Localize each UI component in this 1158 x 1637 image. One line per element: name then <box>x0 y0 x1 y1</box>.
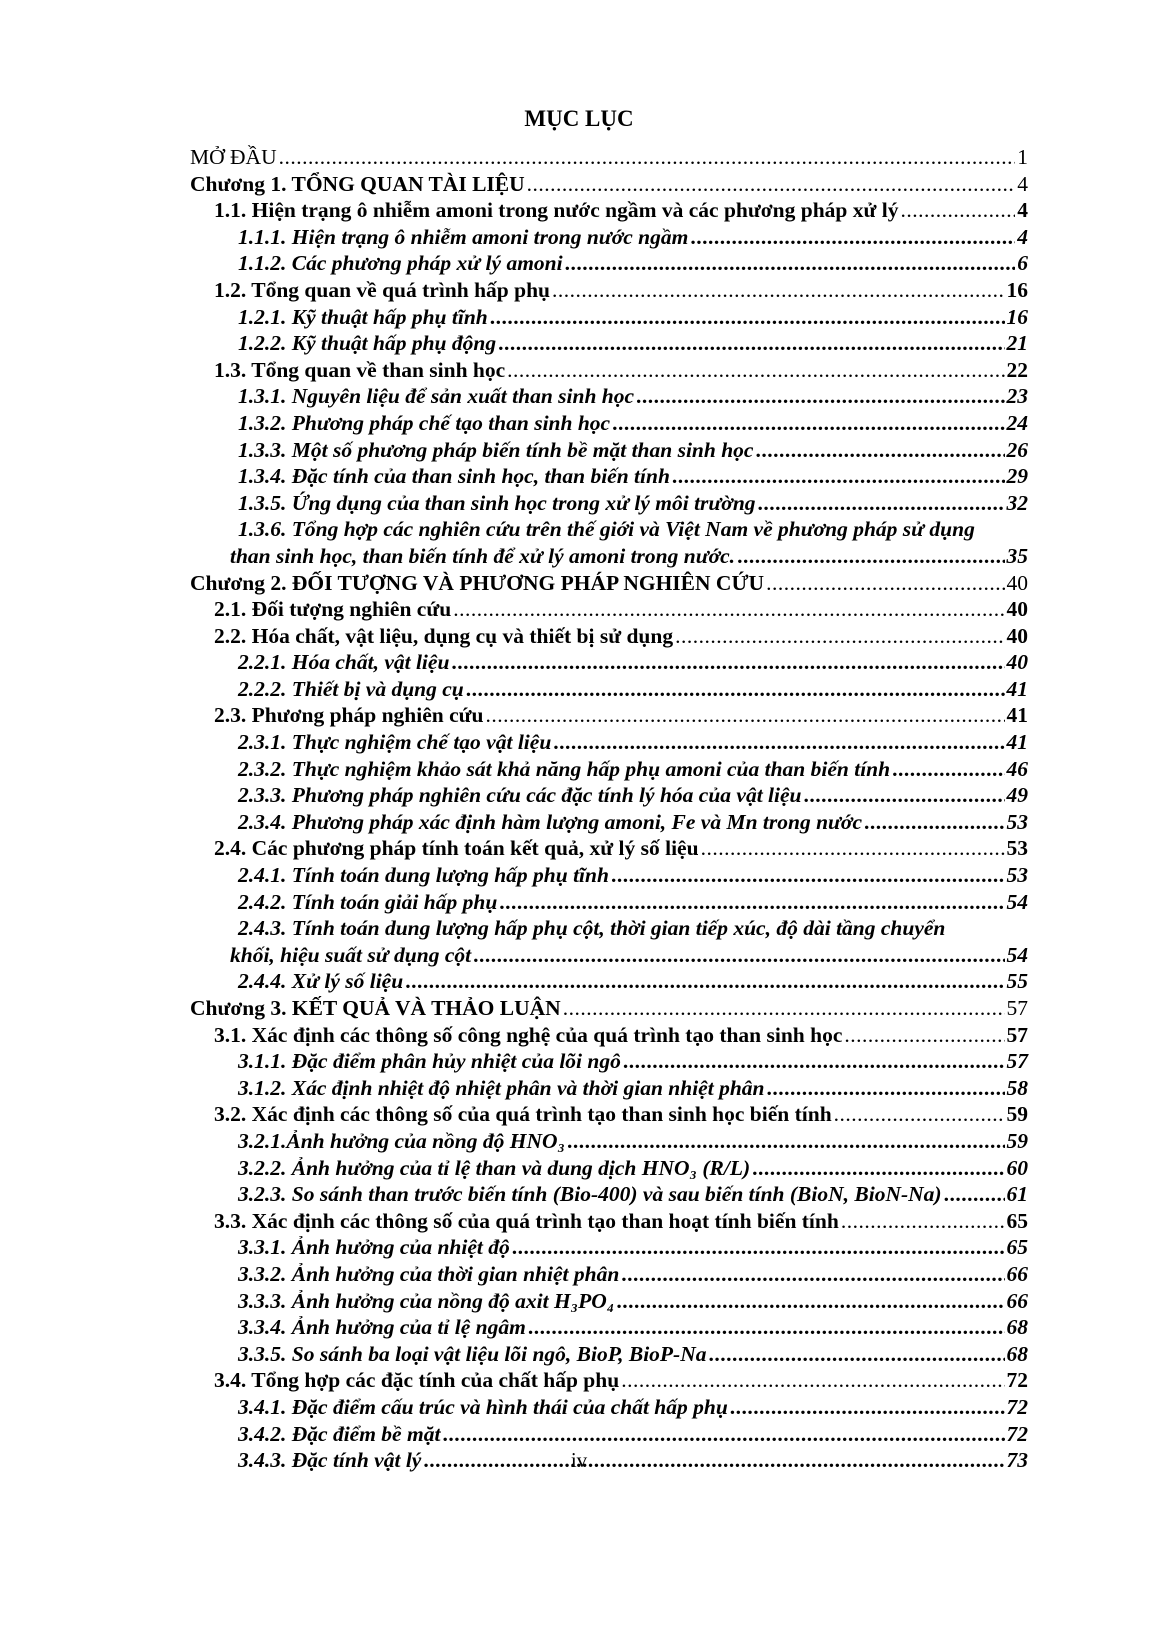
leader-dots <box>766 1075 1004 1102</box>
toc-chapter-entry[interactable] <box>190 995 1028 1022</box>
leader-dots <box>901 197 1016 224</box>
toc-entry-title: 3.3.4. Ảnh hưởng của tỉ lệ ngâm <box>238 1315 526 1340</box>
leader-dots <box>623 1048 1005 1075</box>
toc-page-number: 53 <box>1006 836 1028 861</box>
toc-entry-title: 2.1. Đối tượng nghiên cứu <box>214 597 452 622</box>
leader-dots <box>442 1421 1004 1448</box>
leader-dots <box>804 782 1005 809</box>
toc-entry-title: 3.1.1. Đặc điểm phân hủy nhiệt của lõi ngô <box>238 1049 621 1074</box>
toc-subsection-entry[interactable] <box>190 756 1028 783</box>
leader-dots <box>621 1261 1004 1288</box>
toc-entry-title: 1.3. Tổng quan về than sinh học <box>214 357 506 382</box>
leader-dots <box>528 1314 1005 1341</box>
toc-subsection-entry[interactable] <box>190 1048 1028 1075</box>
leader-dots <box>490 304 1005 331</box>
leader-dots <box>844 1022 1004 1049</box>
leader-dots <box>636 383 1004 410</box>
toc-section-entry[interactable] <box>190 702 1028 729</box>
toc-entry-title: 3.3.3. Ảnh hưởng của nồng độ axit H₃PO₄ <box>238 1288 615 1313</box>
toc-subsection-entry[interactable] <box>190 516 1028 569</box>
toc-page-number: 21 <box>1006 331 1028 356</box>
toc-entry-title: 3.2. Xác định các thông số của quá trình tạo than sinh học biến tính <box>214 1102 832 1127</box>
leader-dots <box>486 702 1005 729</box>
toc-page-number: 40 <box>1006 570 1028 595</box>
toc-entry-title: 3.4.1. Đặc điểm cấu trúc và hình thái của chất hấp phụ <box>238 1394 728 1419</box>
page-number-footer: iv <box>570 1448 588 1472</box>
toc-page-number: 53 <box>1006 863 1028 888</box>
toc-subsection-entry[interactable] <box>190 224 1028 251</box>
toc-entry-title: 2.3.2. Thực nghiệm khảo sát khả năng hấp phụ amoni của than biến tính <box>238 756 891 781</box>
toc-subsection-entry[interactable] <box>190 1341 1028 1368</box>
toc-subsection-entry[interactable] <box>190 1421 1028 1448</box>
toc-section-entry[interactable] <box>190 197 1028 224</box>
toc-subsection-entry[interactable] <box>190 304 1028 331</box>
toc-subsection-entry[interactable] <box>190 1181 1028 1208</box>
toc-subsection-entry[interactable] <box>190 782 1028 809</box>
toc-entry-title: 2.2. Hóa chất, vật liệu, dụng cụ và thiết bị sử dụng <box>214 623 674 648</box>
toc-section-entry[interactable] <box>190 357 1028 384</box>
leader-dots <box>499 889 1004 916</box>
leader-dots <box>611 862 1005 889</box>
toc-page-number: 73 <box>1006 1448 1028 1473</box>
toc-page-number: 41 <box>1006 703 1028 728</box>
toc-entry-title: 2.3. Phương pháp nghiên cứu <box>214 703 484 728</box>
leader-dots <box>453 596 1004 623</box>
toc-page-number: 4 <box>1017 198 1028 223</box>
toc-section-entry[interactable] <box>190 1022 1028 1049</box>
toc-subsection-entry[interactable] <box>190 410 1028 437</box>
toc-entry-title: Chương 1. TỔNG QUAN TÀI LIỆU <box>190 171 525 196</box>
toc-entry-title: 3.4.2. Đặc điểm bề mặt <box>238 1421 441 1446</box>
toc-chapter-entry[interactable] <box>190 570 1028 597</box>
toc-section-entry[interactable] <box>190 835 1028 862</box>
leader-dots <box>758 490 1005 517</box>
toc-entry-title: 1.1. Hiện trạng ô nhiễm amoni trong nước ngầm và các phương pháp xử lý <box>214 198 899 223</box>
leader-dots <box>498 330 1004 357</box>
toc-subsection-entry[interactable] <box>190 1128 1028 1155</box>
toc-page-number: 68 <box>1006 1315 1028 1340</box>
toc-entry-continuation <box>230 942 1028 969</box>
toc-entry-continuation <box>230 543 1028 570</box>
toc-entry-title: 1.3.1. Nguyên liệu để sản xuất than sinh học <box>238 384 635 409</box>
toc-page-number: 40 <box>1006 623 1028 648</box>
toc-page-number: 72 <box>1006 1421 1028 1446</box>
toc-subsection-entry[interactable] <box>190 676 1028 703</box>
toc-subsection-entry[interactable] <box>190 1314 1028 1341</box>
toc-entry-title: 1.3.3. Một số phương pháp biến tính bề mặt than sinh học <box>238 437 754 462</box>
toc-subsection-entry[interactable] <box>190 1155 1028 1182</box>
leader-dots <box>834 1101 1005 1128</box>
leader-dots <box>892 756 1004 783</box>
leader-dots <box>864 809 1004 836</box>
toc-page-number: 40 <box>1006 650 1028 675</box>
toc-subsection-entry[interactable] <box>190 463 1028 490</box>
toc-page-number: 65 <box>1006 1235 1028 1260</box>
toc-page-number: 6 <box>1017 251 1028 276</box>
toc-page-number: 4 <box>1017 224 1028 249</box>
toc-page-number: 46 <box>1006 756 1028 781</box>
toc-entry-title: 3.4. Tổng hợp các đặc tính của chất hấp phụ <box>214 1368 620 1393</box>
toc-page-number: 22 <box>1006 357 1028 382</box>
toc-page-number: 55 <box>1006 969 1028 994</box>
toc-entry-title: 3.1. Xác định các thông số công nghệ của quá trình tạo than sinh học <box>214 1022 843 1047</box>
leader-dots <box>752 1155 1004 1182</box>
toc-entry-title: 2.3.4. Phương pháp xác định hàm lượng amoni, Fe và Mn trong nước <box>238 809 863 834</box>
leader-dots <box>612 410 1004 437</box>
toc-subsection-entry[interactable] <box>190 1234 1028 1261</box>
leader-dots <box>621 1367 1004 1394</box>
toc-subsection-entry[interactable] <box>190 1394 1028 1421</box>
toc-page-number: 29 <box>1006 464 1028 489</box>
toc-entry-title: 2.3.3. Phương pháp nghiên cứu các đặc tính lý hóa của vật liệu <box>238 783 802 808</box>
toc-entry[interactable] <box>190 144 1028 171</box>
toc-entry-title: 2.4.3. Tính toán dung lượng hấp phụ cột, thời gian tiếp xúc, độ dài tầng chuyển <box>238 916 946 941</box>
toc-section-entry[interactable] <box>190 1101 1028 1128</box>
leader-dots <box>565 250 1016 277</box>
toc-page-number: 4 <box>1017 171 1028 196</box>
leader-dots <box>451 649 1004 676</box>
toc-page-number: 53 <box>1006 809 1028 834</box>
toc-entry-title: 3.3.5. So sánh ba loại vật liệu lõi ngô, BioP, BioP-Na <box>238 1341 707 1366</box>
toc-entry-title: 2.4.4. Xử lý số liệu <box>238 969 404 994</box>
leader-dots <box>675 623 1004 650</box>
toc-page-number: 57 <box>1006 1049 1028 1074</box>
toc-section-entry[interactable] <box>190 623 1028 650</box>
toc-page-number: 57 <box>1006 1022 1028 1047</box>
toc-entry-title: 1.2.2. Kỹ thuật hấp phụ động <box>238 331 497 356</box>
toc-subsection-entry[interactable] <box>190 889 1028 916</box>
toc-entry-title: Chương 3. KẾT QUẢ VÀ THẢO LUẬN <box>190 996 561 1020</box>
leader-dots <box>944 1181 1005 1208</box>
toc-page-number: 61 <box>1006 1182 1028 1207</box>
toc-page-number: 65 <box>1006 1208 1028 1233</box>
toc-page-number: 59 <box>1006 1128 1028 1153</box>
page-title: MỤC LỤC <box>524 106 634 131</box>
leader-dots <box>690 224 1015 251</box>
table-of-contents <box>190 144 1028 1474</box>
toc-entry-title: 3.4.3. Đặc tính vật lý <box>238 1448 422 1473</box>
leader-dots <box>755 437 1004 464</box>
leader-dots <box>563 995 1005 1022</box>
toc-subsection-entry[interactable] <box>190 915 1028 968</box>
leader-dots <box>552 277 1005 304</box>
toc-subsection-entry[interactable] <box>190 437 1028 464</box>
toc-subsection-entry[interactable] <box>190 250 1028 277</box>
leader-dots <box>841 1208 1005 1235</box>
toc-entry-title-continued: khối, hiệu suất sử dụng cột <box>230 942 472 967</box>
leader-dots <box>766 570 1004 597</box>
leader-dots <box>527 171 1016 198</box>
toc-entry-title: 2.3.1. Thực nghiệm chế tạo vật liệu <box>238 730 552 755</box>
toc-page-number: 68 <box>1006 1341 1028 1366</box>
toc-page-number: 23 <box>1006 384 1028 409</box>
toc-subsection-entry[interactable] <box>190 729 1028 756</box>
toc-entry-title: 1.3.4. Đặc tính của than sinh học, than biến tính <box>238 464 670 489</box>
toc-subsection-entry[interactable] <box>190 649 1028 676</box>
toc-page-number: 26 <box>1006 437 1028 462</box>
toc-entry-title: MỞ ĐẦU <box>190 145 277 169</box>
toc-page-number: 59 <box>1006 1102 1028 1127</box>
toc-page-number: 72 <box>1006 1368 1028 1393</box>
toc-subsection-entry[interactable] <box>190 809 1028 836</box>
toc-page-number: 35 <box>1006 543 1028 568</box>
toc-section-entry[interactable] <box>190 596 1028 623</box>
toc-entry-title-continued: than sinh học, than biến tính để xử lý amoni trong nước. <box>230 543 736 568</box>
leader-dots <box>730 1394 1005 1421</box>
leader-dots <box>507 357 1004 384</box>
toc-page-number: 54 <box>1006 889 1028 914</box>
toc-page-number: 32 <box>1006 490 1028 515</box>
toc-subsection-entry[interactable] <box>190 490 1028 517</box>
toc-entry-title: 3.1.2. Xác định nhiệt độ nhiệt phân và thời gian nhiệt phân <box>238 1075 765 1100</box>
toc-page-number: 1 <box>1017 145 1028 169</box>
toc-page-number: 66 <box>1006 1288 1028 1313</box>
toc-entry-title: 3.3. Xác định các thông số của quá trình tạo than hoạt tính biến tính <box>214 1208 839 1233</box>
toc-page-number: 24 <box>1006 410 1028 435</box>
toc-subsection-entry[interactable] <box>190 1288 1028 1315</box>
toc-entry-title: 2.4. Các phương pháp tính toán kết quả, xử lý số liệu <box>214 836 699 861</box>
toc-page-number: 41 <box>1006 676 1028 701</box>
toc-entry-title: 1.3.6. Tổng hợp các nghiên cứu trên thế giới và Việt Nam về phương pháp sử dụng <box>238 517 975 542</box>
toc-page-number: 60 <box>1006 1155 1028 1180</box>
toc-section-entry[interactable] <box>190 1367 1028 1394</box>
leader-dots <box>466 676 1005 703</box>
toc-entry-title: 3.3.1. Ảnh hưởng của nhiệt độ <box>238 1235 510 1260</box>
toc-page-number: 16 <box>1006 304 1028 329</box>
toc-page-number: 58 <box>1006 1075 1028 1100</box>
toc-section-entry[interactable] <box>190 1208 1028 1235</box>
toc-entry-title: 1.2.1. Kỹ thuật hấp phụ tĩnh <box>238 304 488 329</box>
toc-page-number: 72 <box>1006 1394 1028 1419</box>
toc-entry-title: 1.1.2. Các phương pháp xử lý amoni <box>238 251 563 276</box>
toc-subsection-entry[interactable] <box>190 1075 1028 1102</box>
leader-dots <box>709 1341 1005 1368</box>
toc-subsection-entry[interactable] <box>190 968 1028 995</box>
leader-dots <box>512 1234 1005 1261</box>
toc-page-number: 16 <box>1006 277 1028 302</box>
toc-subsection-entry[interactable] <box>190 383 1028 410</box>
leader-dots <box>672 463 1005 490</box>
toc-page-number: 40 <box>1006 597 1028 622</box>
toc-entry-title: 3.2.1.Ảnh hưởng của nồng độ HNO₃ <box>238 1128 566 1153</box>
toc-entry-title: 1.1.1. Hiện trạng ô nhiễm amoni trong nước ngầm <box>238 224 689 249</box>
toc-page-number: 54 <box>1006 942 1028 967</box>
leader-dots <box>616 1288 1004 1315</box>
leader-dots <box>553 729 1004 756</box>
toc-page-number: 66 <box>1006 1261 1028 1286</box>
leader-dots <box>567 1128 1004 1155</box>
toc-entry-title: 3.3.2. Ảnh hưởng của thời gian nhiệt phân <box>238 1261 620 1286</box>
toc-chapter-entry[interactable] <box>190 171 1028 198</box>
toc-entry-title: Chương 2. ĐỐI TƯỢNG VÀ PHƯƠNG PHÁP NGHIÊN CỨU <box>190 570 765 595</box>
leader-dots <box>279 144 1016 171</box>
toc-entry-title: 2.4.2. Tính toán giải hấp phụ <box>238 889 498 914</box>
leader-dots <box>701 835 1005 862</box>
leader-dots <box>473 942 1004 969</box>
toc-entry-title: 2.2.1. Hóa chất, vật liệu <box>238 650 450 675</box>
leader-dots <box>737 543 1004 570</box>
toc-page-number: 49 <box>1006 783 1028 808</box>
toc-subsection-entry[interactable] <box>190 330 1028 357</box>
toc-entry-title: 3.2.2. Ảnh hưởng của tỉ lệ than và dung dịch HNO₃ (R/L) <box>238 1155 751 1180</box>
toc-entry-title: 2.2.2. Thiết bị và dụng cụ <box>238 676 464 701</box>
toc-page-number: 57 <box>1006 996 1028 1020</box>
toc-entry-title: 1.2. Tổng quan về quá trình hấp phụ <box>214 277 550 302</box>
toc-subsection-entry[interactable] <box>190 862 1028 889</box>
toc-entry-title: 1.3.2. Phương pháp chế tạo than sinh học <box>238 410 611 435</box>
toc-section-entry[interactable] <box>190 277 1028 304</box>
toc-entry-title: 2.4.1. Tính toán dung lượng hấp phụ tĩnh <box>238 863 609 888</box>
toc-subsection-entry[interactable] <box>190 1261 1028 1288</box>
toc-entry-title: 1.3.5. Ứng dụng của than sinh học trong xử lý môi trường <box>238 490 756 515</box>
toc-page-number: 41 <box>1006 730 1028 755</box>
leader-dots <box>405 968 1004 995</box>
toc-entry-title: 3.2.3. So sánh than trước biến tính (Bio-400) và sau biến tính (BioN, BioN-Na) <box>238 1182 942 1207</box>
